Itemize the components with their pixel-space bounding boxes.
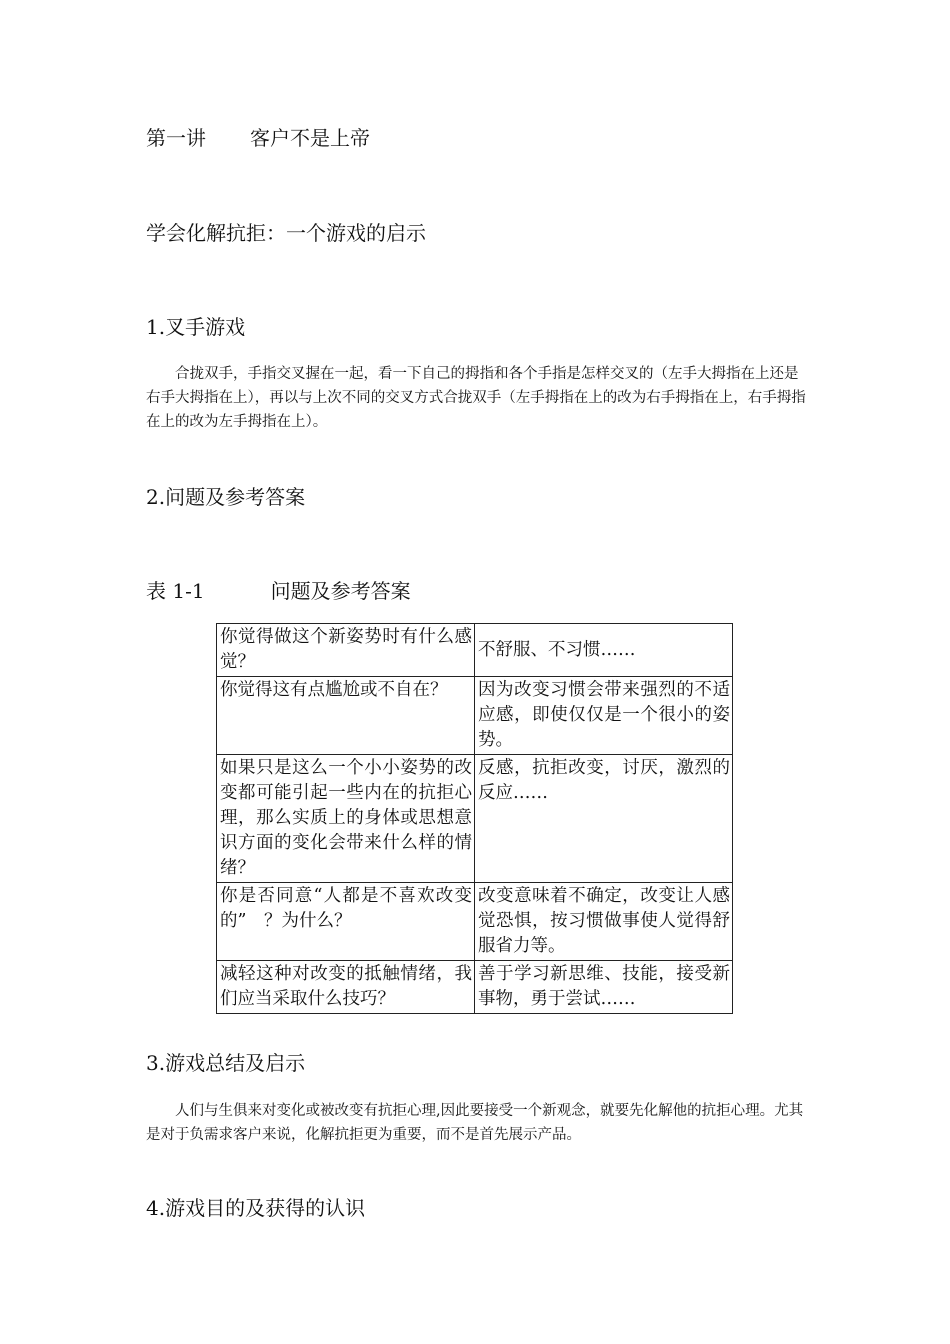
lecture-title: 客户不是上帝: [250, 126, 370, 150]
table-label: 表 1-1: [146, 579, 205, 603]
question-cell: 减轻这种对改变的抵触情绪，我们应当采取什么技巧？: [217, 961, 475, 1014]
question-cell: 如果只是这么一个小小姿势的改变都可能引起一些内在的抗拒心理，那么实质上的身体或思想意识方面的变化会带来什么样的情绪？: [217, 755, 475, 883]
section-3-heading: 3.游戏总结及启示: [146, 1051, 306, 1075]
lecture-number: 第一讲: [146, 126, 206, 150]
question-cell: 你是否同意“人都是不喜欢改变的” ？为什么？: [217, 883, 475, 961]
answer-cell: 反感，抗拒改变，讨厌，激烈的反应……: [475, 755, 733, 883]
lecture-heading: [146, 126, 370, 150]
table-row: [217, 961, 733, 1014]
section-2-heading: 2.问题及参考答案: [146, 485, 306, 509]
table-row: [217, 883, 733, 961]
table-row: [217, 677, 733, 755]
section-1-paragraph: 合拢双手，手指交叉握在一起，看一下自己的拇指和各个手指是怎样交叉的（左手大拇指在上还是右手大拇指在上），再以与上次不同的交叉方式合拢双手（左手拇指在上的改为右手拇指在上，右手拇指在上的改为左手拇指在上）。: [146, 366, 806, 430]
question-cell: 你觉得这有点尴尬或不自在？: [217, 677, 475, 755]
table-caption: [146, 579, 411, 603]
section-4-heading: 4.游戏目的及获得的认识: [146, 1196, 366, 1220]
section-3-paragraph: 人们与生俱来对变化或被改变有抗拒心理,因此要接受一个新观念，就要先化解他的抗拒心理。尤其是对于负需求客户来说，化解抗拒更为重要，而不是首先展示产品。: [146, 1103, 804, 1143]
answer-cell: 因为改变习惯会带来强烈的不适应感，即使仅仅是一个很小的姿势。: [475, 677, 733, 755]
table-row: [217, 755, 733, 883]
answer-cell: 善于学习新思维、技能，接受新事物，勇于尝试……: [475, 961, 733, 1014]
table-title: 问题及参考答案: [270, 579, 411, 603]
question-cell: 你觉得做这个新姿势时有什么感觉？: [217, 624, 475, 677]
document-subtitle: 学会化解抗拒：一个游戏的启示: [146, 221, 426, 245]
section-1-heading: 1.叉手游戏: [146, 315, 246, 339]
answer-cell: 不舒服、不习惯……: [475, 624, 733, 677]
qa-table: [216, 623, 733, 1014]
table-row: [217, 624, 733, 677]
answer-cell: 改变意味着不确定，改变让人感觉恐惧，按习惯做事使人觉得舒服省力等。: [475, 883, 733, 961]
